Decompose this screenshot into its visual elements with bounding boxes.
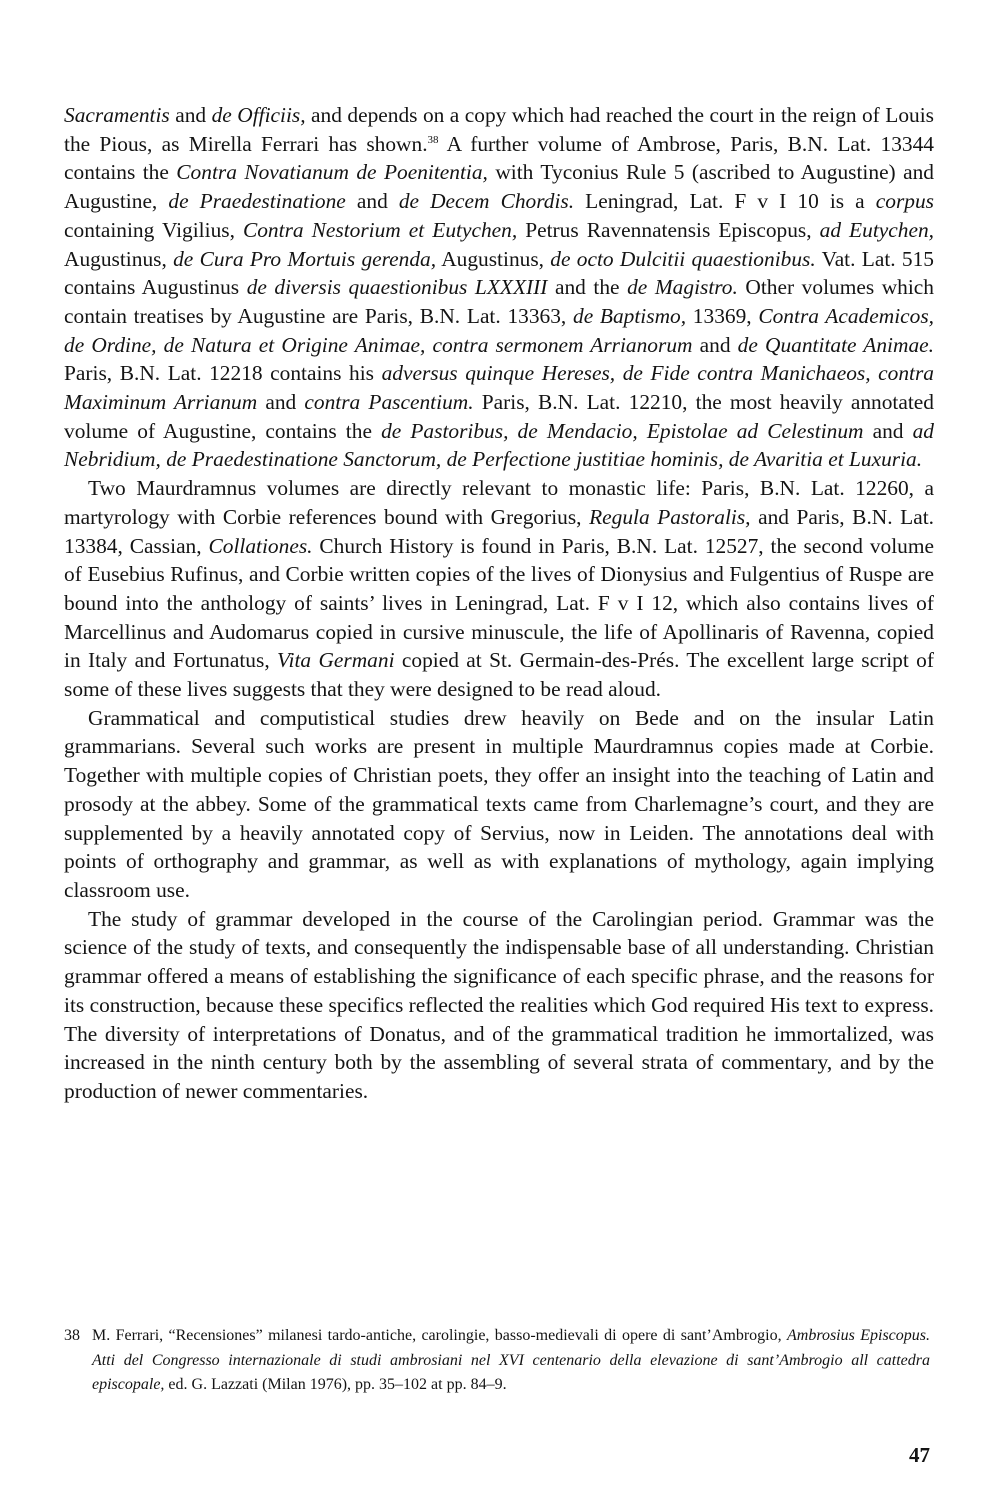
text-run: Paris, B.N. Lat. 12218 contains his [64,361,382,386]
main-text [64,101,934,1106]
text-run: Petrus Ravennatensis Episcopus, [517,217,820,242]
italic-text: de Officiis, [211,103,306,127]
text-run: The study of grammar developed in the course of the Carolingian period. Grammar was the science of the study of texts, and consequently the indispensable base of all understanding. Christian grammar offered a means of establishing the significance of each specific phrase, and the reasons for its construction, because these specifics reflected the realities which God required His text to express. The diversity of interpretations of Donatus, and of the grammatical tradition he immortalized, was increased in the ninth century both by the assembling of several strata of commentary, and by the production of newer commentaries. [64,906,934,1103]
italic-text: adversus quinque Hereses, de Fide contra Manichaeos, contra Maximinum Arrianum [64,361,935,415]
text-run: Grammatical and computistical studies drew heavily on Bede and on the insular Latin grammarians. Several such works are present in multiple Maurdramnus copies made at Corbie. Together with multiple copies of Christian poets, they offer an insight into the teaching of Latin and prosody at the abbey. Some of the grammatical texts came from Charlemagne’s court, and they are supplemented by a heavily annotated copy of Servius, now in Leiden. The annotations deal with points of orthography and grammar, as well as with explanations of mythology, again implying classroom use. [64,705,934,902]
text-run: and [692,332,738,357]
italic-text: de Pastoribus, de Mendacio, Epistolae ad Celestinum [381,418,864,443]
text-run: Leningrad, Lat. F v I 10 is a [574,189,876,214]
italic-text: ad Nebridium, de Praedestinatione Sanctorum, de Perfectione justitiae hominis, de Avaritia et Luxuria. [64,418,934,472]
italic-text: de diversis quaestionibus LXXXIII [246,275,548,300]
footnote-38 [64,1324,930,1398]
text-run: Augustinus, [436,246,551,271]
paragraph-1 [64,101,934,474]
text-run: and [863,418,913,443]
italic-text: de Magistro. [627,275,738,300]
footnote-reference: 38 [427,133,439,146]
italic-text: Vita Germani [277,648,395,673]
text-run: and [257,390,305,415]
italic-text: Contra Nestorium et Eutychen, [242,217,518,242]
text-run: copied at St. Germain-des-Prés. The excellent large script of some of these lives suggests that they were designed to be read aloud. [64,648,935,702]
text-run: and [169,103,212,127]
text-run: Two Maurdramnus volumes are directly relevant to monastic life: Paris, B.N. Lat. 12260, a martyrology with Corbie references bound with Gregorius, [64,476,934,529]
paragraph-3 [64,704,934,905]
italic-text: de octo Dulcitii quaestionibus. [550,246,816,271]
italic-text: Regula Pastoralis, [589,504,751,529]
text-run: with Tyconius Rule 5 (ascribed to Augustine) and Augustine, [64,160,934,214]
text-run: and Paris, B.N. Lat. 13384, Cassian, [64,504,934,558]
italic-text: contra Pascentium. [304,390,474,415]
text-run: M. Ferrari, “Recensiones” milanesi tardo-antiche, carolingie, basso-medievali di opere di sant’Ambrogio, [92,1327,787,1344]
text-run: and [345,189,399,214]
text-run: 13369, [686,303,759,328]
paragraph-4 [64,905,934,1106]
text-run: and the [547,275,628,300]
italic-text: Collationes. [208,533,313,558]
text-run: and depends on a copy which had reached the court in the reign of Louis the Pious, as Mirella Ferrari has shown. [64,103,934,156]
text-run: Other volumes which contain treatises by Augustine are Paris, B.N. Lat. 13363, [64,275,934,328]
text-run: ed. G. Lazzati (Milan 1976), pp. 35–102 at pp. 84–9. [164,1376,507,1393]
page-number: 47 [909,1443,930,1467]
text-run: Paris, B.N. Lat. 12210, the most heavily annotated volume of Augustine, contains the [64,390,934,443]
text-run: containing Vigilius, [64,217,243,242]
italic-text: de Quantitate Animae. [737,332,934,357]
italic-text: corpus [875,189,934,214]
italic-text: Ambrosius Episcopus. Atti del Congresso internazionale di studi ambrosiani nel XVI centenario della elevazione di sant’Ambrogio all cattedra episcopale, [92,1327,930,1393]
italic-text: de Baptismo, [573,303,687,328]
italic-text: de Praedestinatione [168,189,346,214]
text-run: Vat. Lat. 515 contains Augustinus [64,246,934,300]
paragraph-2 [64,474,934,704]
footnote-text [92,1327,930,1393]
italic-text: Contra Academicos, de Ordine, de Natura et Origine Animae, contra sermonem Arrianorum [64,303,934,357]
text-run: A further volume of Ambrose, Paris, B.N. Lat. 13344 contains the [64,131,934,185]
italic-text: ad Eutychen, [819,217,934,242]
italic-text: de Decem Chordis. [398,189,575,214]
text-run: Church History is found in Paris, B.N. Lat. 12527, the second volume of Eusebius Rufinus, and Corbie written copies of the lives of Dionysius and Fulgentius of Ruspe are bound into the anthology of saints’ lives in Leningrad, Lat. F v I 12, which also contains lives of Marcellinus and Audomarus copied in cursive minuscule, the life of Apollinaris of Ravenna, copied in Italy and Fortunatus, [64,533,934,673]
footnote-number: 38 [64,1327,80,1344]
italic-text: Sacramentis [64,103,170,127]
italic-text: Contra Novatianum de Poenitentia, [176,160,488,185]
text-run: Augustinus, [64,246,174,271]
italic-text: de Cura Pro Mortuis gerenda, [173,246,437,271]
